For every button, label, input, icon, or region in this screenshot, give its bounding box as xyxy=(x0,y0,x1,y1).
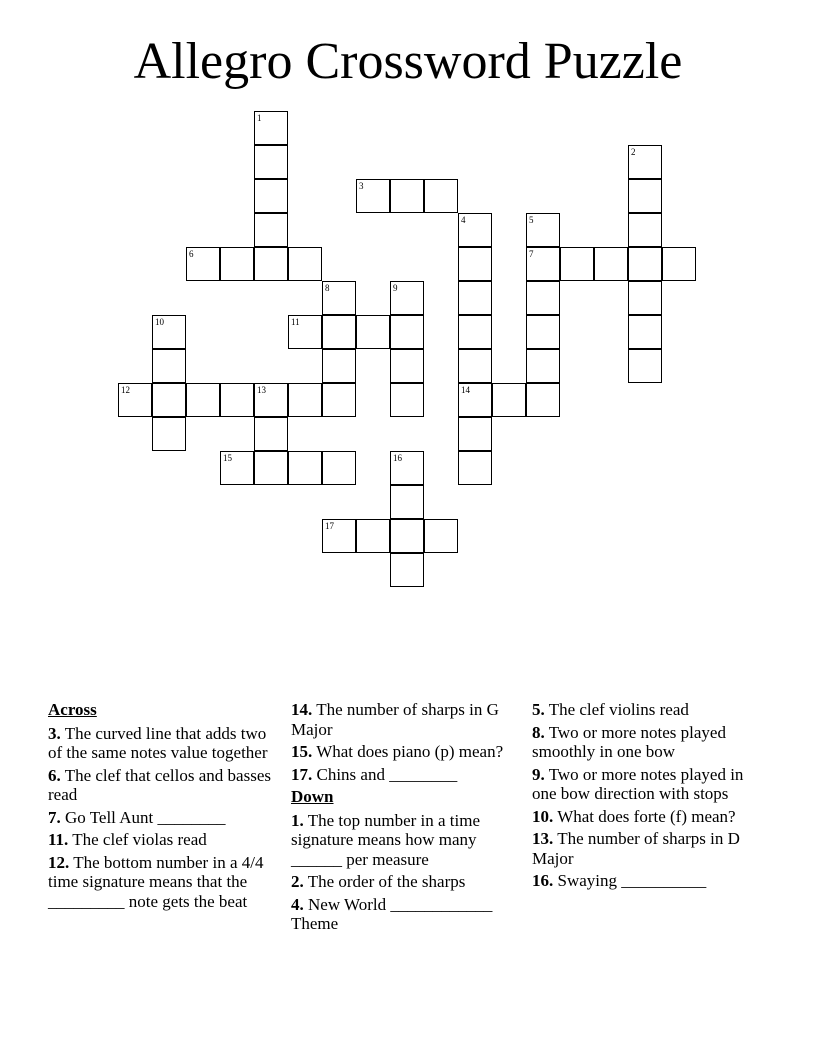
grid-cell[interactable] xyxy=(560,247,594,281)
grid-cell[interactable] xyxy=(390,179,424,213)
grid-cell[interactable] xyxy=(458,417,492,451)
grid-cell[interactable] xyxy=(628,179,662,213)
grid-cell[interactable] xyxy=(254,145,288,179)
clue-down-1: 1. The top number in a time signature means how many ______ per measure xyxy=(291,810,481,869)
grid-cell[interactable] xyxy=(458,349,492,383)
grid-cell[interactable] xyxy=(526,281,560,315)
clue-down-4: 4. New World ____________ Theme xyxy=(291,894,493,933)
clue-down-9: 9. Two or more notes played in one bow direction with stops xyxy=(532,764,744,803)
clue-across-6: 6. The clef that cellos and basses read xyxy=(48,765,271,804)
grid-cell[interactable] xyxy=(390,281,424,315)
clue-across-12: 12. The bottom number in a 4/4 time signature means that the _________ note gets the beat xyxy=(48,852,264,911)
grid-cell[interactable] xyxy=(186,383,220,417)
grid-cell[interactable] xyxy=(152,417,186,451)
clue-down-8: 8. Two or more notes played smoothly in one bow xyxy=(532,722,726,761)
grid-cell[interactable] xyxy=(424,179,458,213)
clues-column-1 xyxy=(48,700,280,914)
clue-across-7: 7. Go Tell Aunt ________ xyxy=(48,807,226,827)
down-header: Down xyxy=(291,787,334,806)
grid-cell[interactable] xyxy=(628,281,662,315)
clue-across-11: 11. The clef violas read xyxy=(48,830,207,849)
puzzle-title: Allegro Crossword Puzzle xyxy=(133,33,683,90)
cell-number: 7 xyxy=(529,248,534,259)
cell-number: 12 xyxy=(121,384,130,395)
clue-down-13: 13. The number of sharps in D Major xyxy=(532,829,740,868)
grid-cell[interactable] xyxy=(254,111,288,145)
clue-across-15: 15. What does piano (p) mean? xyxy=(291,742,504,761)
grid-cell[interactable] xyxy=(662,247,696,281)
grid-cell[interactable] xyxy=(390,553,424,587)
grid-cell[interactable] xyxy=(288,315,322,349)
grid-cell[interactable] xyxy=(322,383,356,417)
grid-cell[interactable] xyxy=(390,315,424,349)
grid-cell[interactable] xyxy=(118,383,152,417)
grid-cell[interactable] xyxy=(220,451,254,485)
grid-cell[interactable] xyxy=(288,383,322,417)
cell-number: 15 xyxy=(223,452,232,463)
grid-cell[interactable] xyxy=(458,383,492,417)
grid-cell[interactable] xyxy=(526,383,560,417)
grid-cell[interactable] xyxy=(526,247,560,281)
grid-cell[interactable] xyxy=(628,145,662,179)
grid-cell[interactable] xyxy=(288,247,322,281)
cell-number: 6 xyxy=(189,248,194,259)
grid-cell[interactable] xyxy=(458,281,492,315)
grid-cell[interactable] xyxy=(628,349,662,383)
grid-cell[interactable] xyxy=(254,213,288,247)
cell-number: 1 xyxy=(257,112,262,123)
grid-cell[interactable] xyxy=(526,349,560,383)
cell-number: 4 xyxy=(461,214,466,225)
clue-across-3: 3. The curved line that adds two of the same notes value together xyxy=(48,723,268,762)
clue-down-16: 16. Swaying __________ xyxy=(532,871,707,890)
cell-number: 10 xyxy=(155,316,164,327)
grid-cell[interactable] xyxy=(254,451,288,485)
grid-cell[interactable] xyxy=(628,315,662,349)
grid-cell[interactable] xyxy=(254,247,288,281)
cell-number: 11 xyxy=(291,316,300,327)
grid-cell[interactable] xyxy=(322,519,356,553)
grid-cell[interactable] xyxy=(390,349,424,383)
cell-number: 16 xyxy=(393,452,402,463)
grid-cell[interactable] xyxy=(254,417,288,451)
grid-cell[interactable] xyxy=(390,519,424,553)
grid-cell[interactable] xyxy=(152,315,186,349)
grid-cell[interactable] xyxy=(458,315,492,349)
cell-number: 17 xyxy=(325,520,334,531)
grid-cell[interactable] xyxy=(458,213,492,247)
grid-cell[interactable] xyxy=(288,451,322,485)
grid-cell[interactable] xyxy=(356,315,390,349)
grid-cell[interactable] xyxy=(186,247,220,281)
grid-cell[interactable] xyxy=(390,451,424,485)
clue-down-5: 5. The clef violins read xyxy=(532,700,689,719)
grid-cell[interactable] xyxy=(526,315,560,349)
grid-cell[interactable] xyxy=(220,247,254,281)
grid-cell[interactable] xyxy=(628,213,662,247)
grid-cell[interactable] xyxy=(152,349,186,383)
grid-cell[interactable] xyxy=(220,383,254,417)
grid-cell[interactable] xyxy=(458,247,492,281)
grid-cell[interactable] xyxy=(356,519,390,553)
grid-cell[interactable] xyxy=(322,349,356,383)
clues-column-2 xyxy=(291,700,505,937)
grid-cell[interactable] xyxy=(390,383,424,417)
grid-cell[interactable] xyxy=(594,247,628,281)
grid-cell[interactable] xyxy=(424,519,458,553)
clue-across-17: 17. Chins and ________ xyxy=(291,764,458,784)
grid-cell[interactable] xyxy=(526,213,560,247)
grid-cell[interactable] xyxy=(322,315,356,349)
grid-cell[interactable] xyxy=(628,247,662,281)
cell-number: 8 xyxy=(325,282,330,293)
grid-cell[interactable] xyxy=(356,179,390,213)
grid-cell[interactable] xyxy=(322,451,356,485)
grid-cell[interactable] xyxy=(458,451,492,485)
grid-cell[interactable] xyxy=(254,179,288,213)
grid-cell[interactable] xyxy=(492,383,526,417)
grid-cell[interactable] xyxy=(322,281,356,315)
clue-down-10: 10. What does forte (f) mean? xyxy=(532,806,736,826)
across-header: Across xyxy=(48,700,97,719)
clues-column-3 xyxy=(532,700,768,894)
cell-number: 2 xyxy=(631,146,636,157)
cell-number: 3 xyxy=(359,180,364,191)
grid-cell[interactable] xyxy=(152,383,186,417)
cell-number: 9 xyxy=(393,282,398,293)
grid-cell[interactable] xyxy=(254,383,288,417)
cell-number: 13 xyxy=(257,384,266,395)
cell-number: 5 xyxy=(529,214,534,225)
clue-across-14: 14. The number of sharps in G Major xyxy=(291,700,499,739)
cell-number: 14 xyxy=(461,384,470,395)
grid-cell[interactable] xyxy=(390,485,424,519)
clue-down-2: 2. The order of the sharps xyxy=(291,872,466,891)
